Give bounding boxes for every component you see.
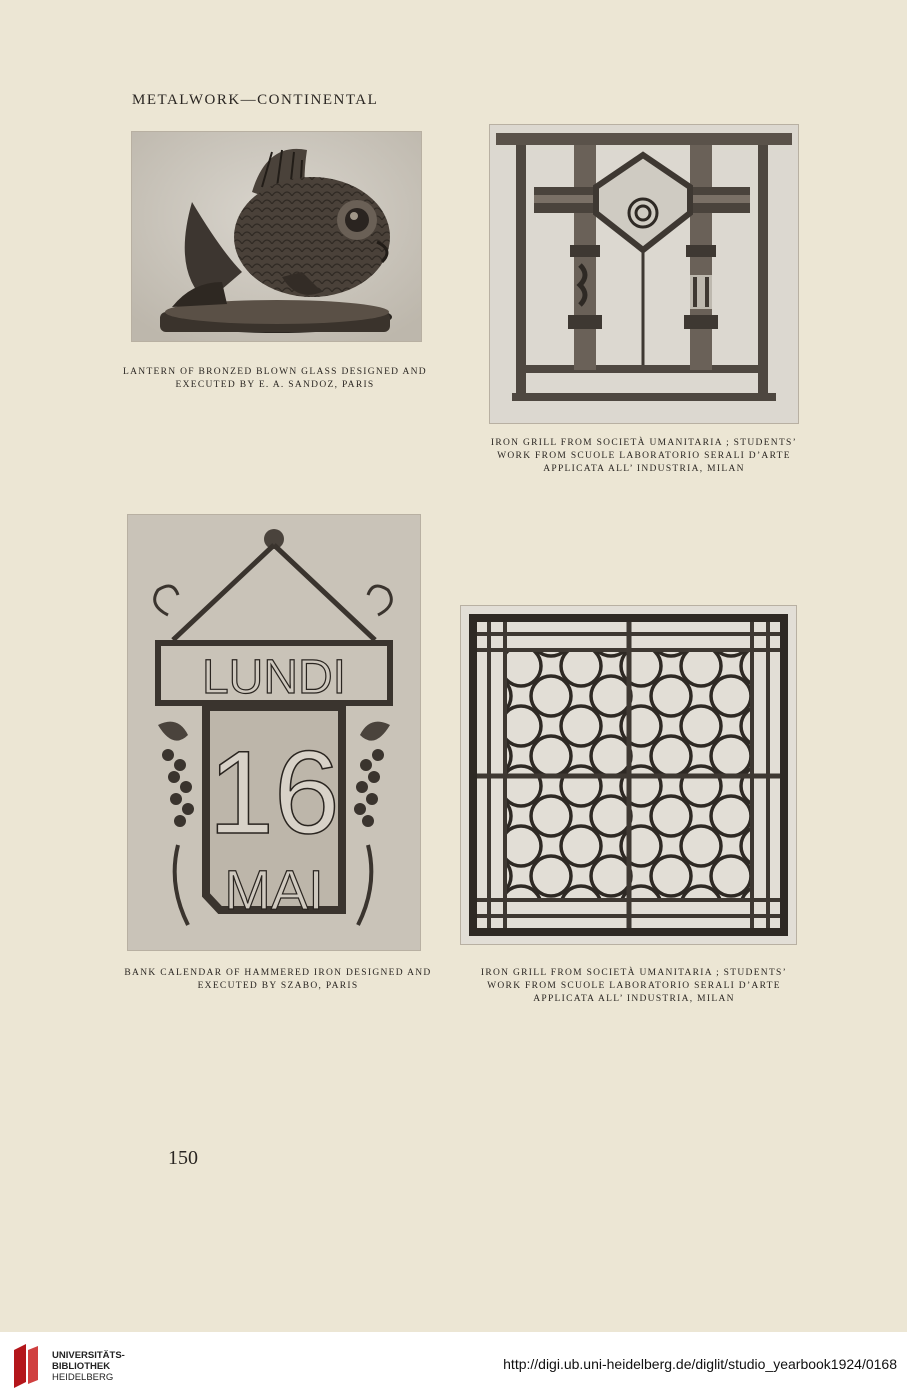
library-line: HEIDELBERG <box>52 1372 114 1383</box>
plate-fish-lantern <box>131 131 422 342</box>
caption-line: BANK CALENDAR OF HAMMERED IRON DESIGNED AND <box>124 968 432 978</box>
caption-line: WORK FROM SCUOLE LABORATORIO SERALI D’ARTE <box>487 981 781 991</box>
caption-line: IRON GRILL FROM SOCIETÀ UMANITARIA ; STUDENTS’ <box>480 968 788 978</box>
plate-bank-calendar <box>127 514 421 951</box>
plate-iron-grill-lattice <box>460 605 797 945</box>
plate-iron-grill-railing <box>489 124 799 424</box>
fish-lantern-image <box>132 132 421 341</box>
caption-bank-calendar <box>100 967 456 993</box>
bank-calendar-image <box>128 515 420 950</box>
calendar-date-text: 16 <box>208 727 340 859</box>
library-logo-icon <box>10 1344 40 1388</box>
caption-iron-grill-lattice <box>450 967 818 1006</box>
caption-line: IRON GRILL FROM SOCIETÀ UMANITARIA ; STUDENTS’ <box>490 438 798 448</box>
caption-line: EXECUTED BY E. A. SANDOZ, PARIS <box>175 380 375 390</box>
caption-line: APPLICATA ALL’ INDUSTRIA, MILAN <box>543 464 745 474</box>
library-line: UNIVERSITÄTS- <box>52 1350 125 1361</box>
caption-line: APPLICATA ALL’ INDUSTRIA, MILAN <box>533 994 735 1004</box>
digitization-footer <box>0 1332 907 1398</box>
calendar-month-text: MAI <box>224 858 324 921</box>
running-head: METALWORK—CONTINENTAL <box>132 92 379 108</box>
iron-grill-railing-image <box>490 125 798 423</box>
caption-iron-grill-railing <box>460 437 828 476</box>
library-line: BIBLIOTHEK <box>52 1361 111 1372</box>
caption-fish-lantern <box>110 366 440 392</box>
library-name <box>52 1350 125 1383</box>
page-number: 150 <box>168 1147 198 1169</box>
caption-line: EXECUTED BY SZABO, PARIS <box>197 981 359 991</box>
source-url[interactable]: http://digi.ub.uni-heidelberg.de/diglit/studio_yearbook1924/0168 <box>503 1356 897 1372</box>
calendar-day-text: LUNDI <box>201 651 347 704</box>
caption-line: WORK FROM SCUOLE LABORATORIO SERALI D’ARTE <box>497 451 791 461</box>
caption-line: LANTERN OF BRONZED BLOWN GLASS DESIGNED AND <box>123 367 427 377</box>
iron-grill-lattice-image <box>461 606 796 944</box>
